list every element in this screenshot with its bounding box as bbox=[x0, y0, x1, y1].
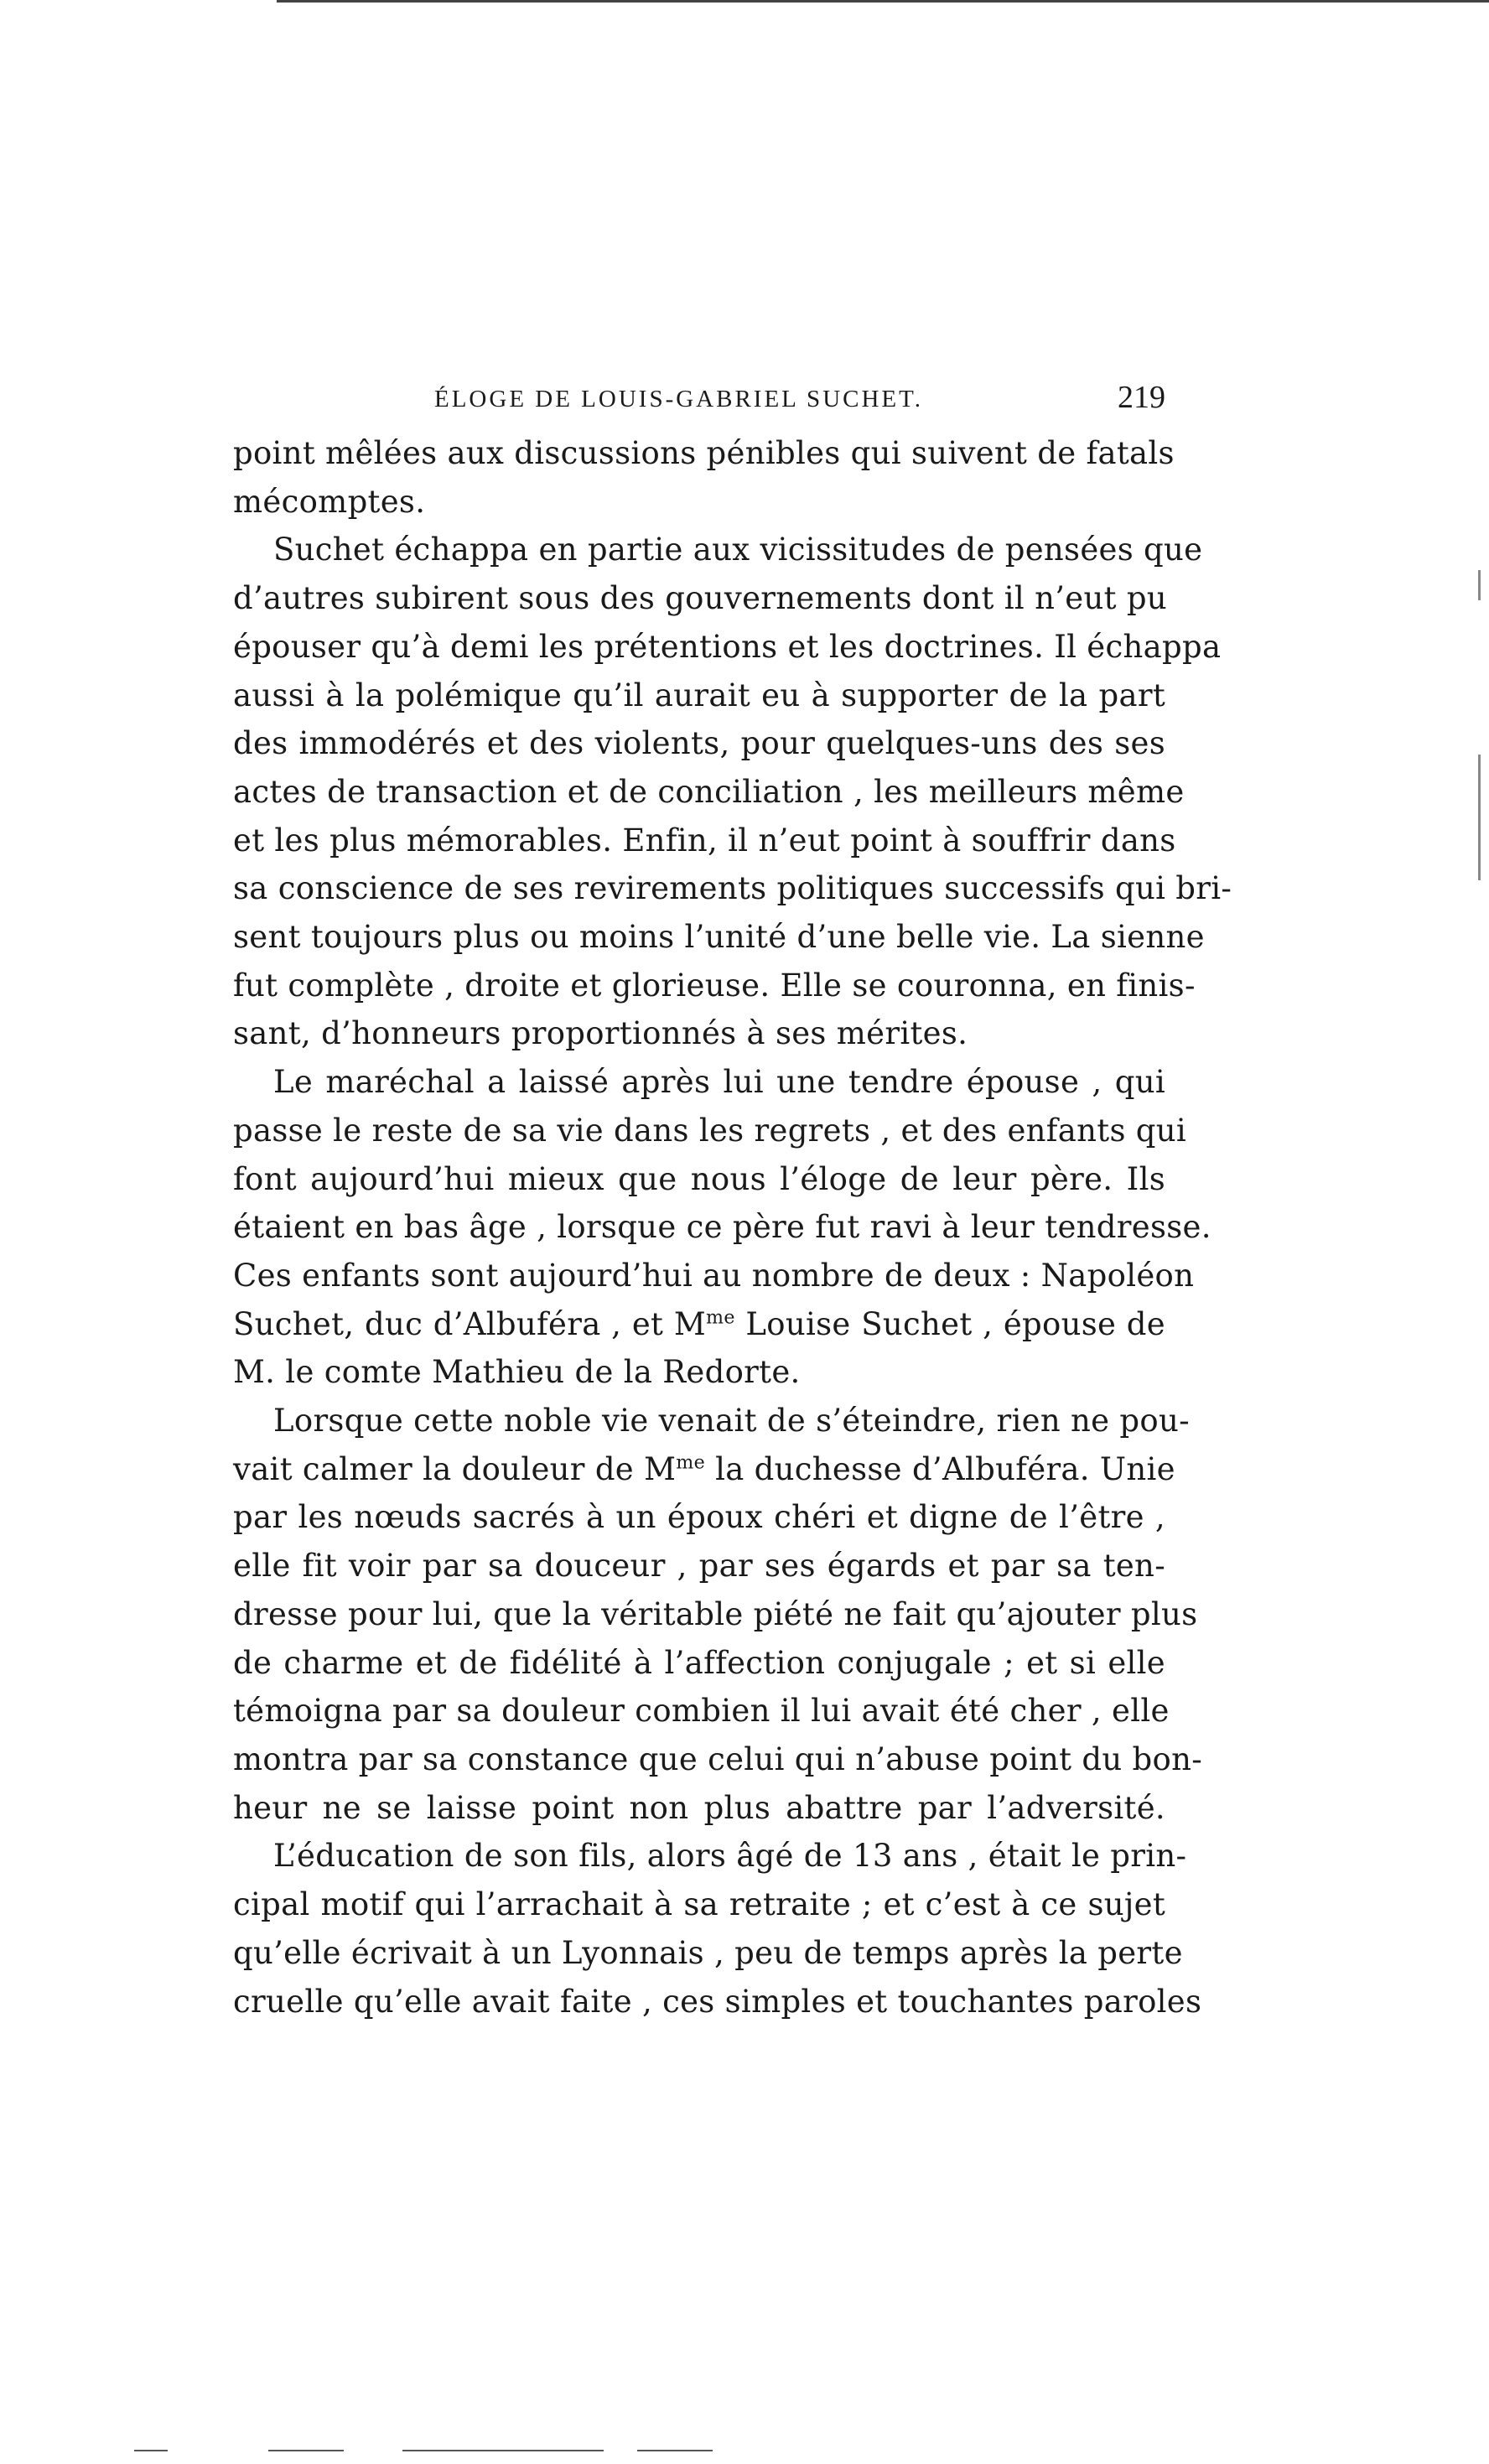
scan-mark bbox=[1478, 570, 1481, 600]
text-line: Suchet échappa en partie aux vicissitudes de pensées que bbox=[273, 532, 1203, 568]
text-fragment: vait calmer la douleur de M bbox=[233, 1450, 677, 1487]
page-number: 219 bbox=[1118, 380, 1165, 415]
text-line: sa conscience de ses revirements politiques successifs qui bri- bbox=[233, 870, 1232, 907]
text-line: et les plus mémorables. Enfin, il n’eut point à souffrir dans bbox=[233, 822, 1176, 859]
bottom-scan-rules bbox=[134, 2450, 1224, 2455]
text-fragment: la duchesse d’Albuféra. Unie bbox=[705, 1450, 1175, 1487]
text-line: sant, d’honneurs proportionnés à ses mérites. bbox=[233, 1015, 968, 1052]
text-line: heur ne se laisse point non plus abattre par l’adversité. bbox=[233, 1789, 1165, 1826]
text-line: elle fit voir par sa douceur , par ses égards et par sa ten- bbox=[233, 1548, 1165, 1585]
scan-mark bbox=[637, 2450, 713, 2451]
text-line: font aujourd’hui mieux que nous l’éloge de leur père. Ils bbox=[233, 1160, 1165, 1197]
text-line: Ces enfants sont aujourd’hui au nombre de deux : Napoléon bbox=[233, 1257, 1195, 1294]
text-line: L’éducation de son fils, alors âgé de 13 ans , était le prin- bbox=[273, 1838, 1187, 1875]
text-line: témoigna par sa douleur combien il lui avait été cher , elle bbox=[233, 1693, 1170, 1730]
text-line bbox=[233, 1445, 1175, 1494]
paragraph-1 bbox=[233, 429, 1175, 526]
text-line: Le maréchal a laissé après lui une tendre épouse , qui bbox=[273, 1064, 1165, 1101]
body-text bbox=[233, 429, 1232, 2026]
text-line: sent toujours plus ou moins l’unité d’une belle vie. La sienne bbox=[233, 919, 1205, 956]
text-line: fut complète , droite et glorieuse. Elle se couronna, en finis- bbox=[233, 967, 1196, 1004]
text-line: actes de transaction et de conciliation , les meilleurs même bbox=[233, 773, 1185, 810]
paragraph-3 bbox=[233, 1058, 1211, 1397]
running-title: ÉLOGE DE LOUIS-GABRIEL SUCHET. bbox=[434, 386, 923, 412]
paragraph-2 bbox=[233, 526, 1232, 1058]
text-line: de charme et de fidélité à l’affection conjugale ; et si elle bbox=[233, 1644, 1165, 1681]
text-line bbox=[233, 1300, 1165, 1349]
paragraph-5 bbox=[233, 1832, 1202, 2026]
text-line: dresse pour lui, que la véritable piété ne fait qu’ajouter plus bbox=[233, 1595, 1198, 1632]
scan-margin-marks bbox=[1477, 537, 1481, 905]
text-line: par les nœuds sacrés à un époux chéri et digne de l’être , bbox=[233, 1499, 1165, 1536]
text-line: montra par sa constance que celui qui n’abuse point du bon- bbox=[233, 1740, 1203, 1777]
text-line: étaient en bas âge , lorsque ce père fut ravi à leur tendresse. bbox=[233, 1209, 1211, 1246]
text-line: d’autres subirent sous des gouvernements dont il n’eut pu bbox=[233, 580, 1167, 617]
text-line: mécomptes. bbox=[233, 483, 426, 520]
scan-mark bbox=[1478, 755, 1481, 880]
text-line: passe le reste de sa vie dans les regrets , et des enfants qui bbox=[233, 1112, 1187, 1149]
scan-mark bbox=[402, 2450, 604, 2451]
text-line: aussi à la polémique qu’il aurait eu à supporter de la part bbox=[233, 677, 1165, 713]
text-fragment: Suchet, duc d’Albuféra , et M bbox=[233, 1305, 707, 1342]
paragraph-4 bbox=[233, 1397, 1203, 1832]
scan-mark bbox=[134, 2450, 168, 2451]
superscript-me: me bbox=[676, 1451, 706, 1474]
running-head bbox=[233, 379, 1165, 429]
text-line: épouser qu’à demi les prétentions et les doctrines. Il échappa bbox=[233, 628, 1222, 665]
text-line: cipal motif qui l’arrachait à sa retraite ; et c’est à ce sujet bbox=[233, 1886, 1165, 1923]
text-fragment: Louise Suchet , épouse de bbox=[734, 1305, 1165, 1342]
top-scan-rule bbox=[277, 0, 1489, 3]
text-line: Lorsque cette noble vie venait de s’éteindre, rien ne pou- bbox=[273, 1403, 1190, 1439]
text-line: qu’elle écrivait à un Lyonnais , peu de temps après la perte bbox=[233, 1934, 1183, 1971]
text-line: point mêlées aux discussions pénibles qui suivent de fatals bbox=[233, 435, 1175, 471]
text-line: cruelle qu’elle avait faite , ces simples et touchantes paroles bbox=[233, 1983, 1202, 2020]
superscript-me: me bbox=[706, 1306, 735, 1329]
scan-mark bbox=[268, 2450, 344, 2451]
text-line: M. le comte Mathieu de la Redorte. bbox=[233, 1354, 801, 1391]
text-line: des immodérés et des violents, pour quelques-uns des ses bbox=[233, 725, 1165, 762]
